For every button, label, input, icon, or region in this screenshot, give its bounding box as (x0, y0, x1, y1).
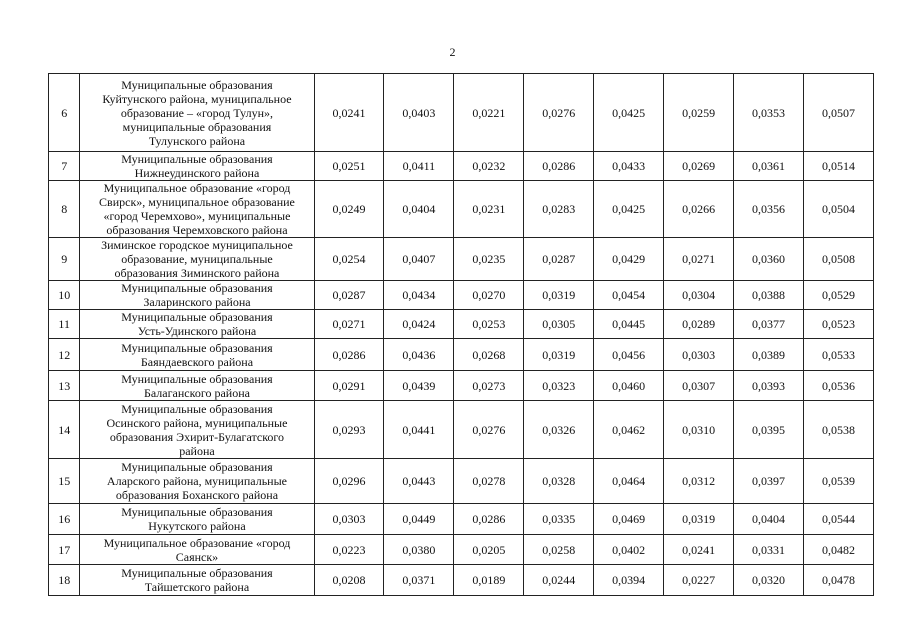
value-cell: 0,0478 (803, 565, 873, 596)
value-cell: 0,0460 (594, 371, 664, 401)
value-cell: 0,0326 (524, 401, 594, 459)
value-cell: 0,0251 (314, 152, 384, 181)
table-row (49, 504, 874, 535)
value-cell: 0,0514 (803, 152, 873, 181)
value-cell: 0,0371 (384, 565, 454, 596)
value-cell: 0,0449 (384, 504, 454, 535)
table-row (49, 371, 874, 401)
value-cell: 0,0436 (384, 339, 454, 371)
municipality-name: Муниципальные образования Нукутского района (80, 504, 314, 535)
value-cell: 0,0291 (314, 371, 384, 401)
municipality-name: Муниципальные образования Усть-Удинского района (80, 310, 314, 339)
value-cell: 0,0271 (664, 238, 734, 281)
table-row (49, 281, 874, 310)
value-cell: 0,0482 (803, 535, 873, 565)
value-cell: 0,0454 (594, 281, 664, 310)
value-cell: 0,0434 (384, 281, 454, 310)
value-cell: 0,0395 (734, 401, 804, 459)
value-cell: 0,0296 (314, 459, 384, 504)
row-number: 13 (49, 371, 80, 401)
value-cell: 0,0258 (524, 535, 594, 565)
value-cell: 0,0388 (734, 281, 804, 310)
value-cell: 0,0425 (594, 74, 664, 152)
value-cell: 0,0335 (524, 504, 594, 535)
row-number: 16 (49, 504, 80, 535)
municipality-name: Муниципальные образования Куйтунского района, муниципальное образование – «город Тулун», муниципальные образования Тулунского района (80, 74, 314, 152)
value-cell: 0,0319 (524, 281, 594, 310)
value-cell: 0,0221 (454, 74, 524, 152)
value-cell: 0,0469 (594, 504, 664, 535)
value-cell: 0,0508 (803, 238, 873, 281)
value-cell: 0,0404 (384, 181, 454, 238)
value-cell: 0,0331 (734, 535, 804, 565)
value-cell: 0,0268 (454, 339, 524, 371)
value-cell: 0,0287 (524, 238, 594, 281)
table-body (49, 74, 874, 596)
value-cell: 0,0307 (664, 371, 734, 401)
value-cell: 0,0320 (734, 565, 804, 596)
row-number: 14 (49, 401, 80, 459)
value-cell: 0,0270 (454, 281, 524, 310)
value-cell: 0,0276 (524, 74, 594, 152)
table-row (49, 535, 874, 565)
row-number: 12 (49, 339, 80, 371)
value-cell: 0,0287 (314, 281, 384, 310)
municipality-name: Муниципальные образования Заларинского района (80, 281, 314, 310)
municipality-name: Муниципальное образование «город Свирск», муниципальное образование «город Черемхово», муниципальные образования Черемховского района (80, 181, 314, 238)
value-cell: 0,0361 (734, 152, 804, 181)
value-cell: 0,0271 (314, 310, 384, 339)
value-cell: 0,0404 (734, 504, 804, 535)
value-cell: 0,0445 (594, 310, 664, 339)
value-cell: 0,0544 (803, 504, 873, 535)
value-cell: 0,0425 (594, 181, 664, 238)
value-cell: 0,0328 (524, 459, 594, 504)
municipality-name: Муниципальные образования Нижнеудинского района (80, 152, 314, 181)
value-cell: 0,0402 (594, 535, 664, 565)
value-cell: 0,0223 (314, 535, 384, 565)
value-cell: 0,0310 (664, 401, 734, 459)
value-cell: 0,0205 (454, 535, 524, 565)
value-cell: 0,0456 (594, 339, 664, 371)
data-table (48, 73, 874, 596)
value-cell: 0,0407 (384, 238, 454, 281)
row-number: 9 (49, 238, 80, 281)
value-cell: 0,0523 (803, 310, 873, 339)
row-number: 18 (49, 565, 80, 596)
table-row (49, 310, 874, 339)
value-cell: 0,0533 (803, 339, 873, 371)
value-cell: 0,0231 (454, 181, 524, 238)
value-cell: 0,0293 (314, 401, 384, 459)
value-cell: 0,0276 (454, 401, 524, 459)
table-row (49, 565, 874, 596)
table-row (49, 401, 874, 459)
value-cell: 0,0433 (594, 152, 664, 181)
municipality-name: Муниципальные образования Осинского района, муниципальные образования Эхирит-Булагатского района (80, 401, 314, 459)
value-cell: 0,0232 (454, 152, 524, 181)
value-cell: 0,0269 (664, 152, 734, 181)
municipality-name: Муниципальные образования Балаганского района (80, 371, 314, 401)
value-cell: 0,0273 (454, 371, 524, 401)
value-cell: 0,0441 (384, 401, 454, 459)
value-cell: 0,0266 (664, 181, 734, 238)
value-cell: 0,0227 (664, 565, 734, 596)
municipality-name: Муниципальные образования Аларского района, муниципальные образования Боханского района (80, 459, 314, 504)
page-number: 2 (449, 45, 456, 59)
value-cell: 0,0289 (664, 310, 734, 339)
value-cell: 0,0249 (314, 181, 384, 238)
value-cell: 0,0189 (454, 565, 524, 596)
value-cell: 0,0323 (524, 371, 594, 401)
value-cell: 0,0394 (594, 565, 664, 596)
value-cell: 0,0253 (454, 310, 524, 339)
value-cell: 0,0536 (803, 371, 873, 401)
municipality-name: Зиминское городское муниципальное образование, муниципальные образования Зиминского района (80, 238, 314, 281)
value-cell: 0,0356 (734, 181, 804, 238)
table-row (49, 339, 874, 371)
row-number: 11 (49, 310, 80, 339)
row-number: 10 (49, 281, 80, 310)
municipality-name: Муниципальные образования Тайшетского района (80, 565, 314, 596)
value-cell: 0,0380 (384, 535, 454, 565)
value-cell: 0,0504 (803, 181, 873, 238)
value-cell: 0,0507 (803, 74, 873, 152)
value-cell: 0,0241 (314, 74, 384, 152)
value-cell: 0,0397 (734, 459, 804, 504)
table-row (49, 238, 874, 281)
value-cell: 0,0539 (803, 459, 873, 504)
value-cell: 0,0304 (664, 281, 734, 310)
value-cell: 0,0303 (314, 504, 384, 535)
row-number: 7 (49, 152, 80, 181)
table-row (49, 459, 874, 504)
row-number: 17 (49, 535, 80, 565)
value-cell: 0,0429 (594, 238, 664, 281)
value-cell: 0,0439 (384, 371, 454, 401)
table-row (49, 152, 874, 181)
row-number: 15 (49, 459, 80, 504)
value-cell: 0,0286 (524, 152, 594, 181)
value-cell: 0,0424 (384, 310, 454, 339)
value-cell: 0,0529 (803, 281, 873, 310)
value-cell: 0,0464 (594, 459, 664, 504)
value-cell: 0,0538 (803, 401, 873, 459)
value-cell: 0,0259 (664, 74, 734, 152)
value-cell: 0,0305 (524, 310, 594, 339)
value-cell: 0,0278 (454, 459, 524, 504)
table-row (49, 74, 874, 152)
value-cell: 0,0403 (384, 74, 454, 152)
table-row (49, 181, 874, 238)
value-cell: 0,0286 (314, 339, 384, 371)
value-cell: 0,0393 (734, 371, 804, 401)
row-number: 8 (49, 181, 80, 238)
row-number: 6 (49, 74, 80, 152)
value-cell: 0,0312 (664, 459, 734, 504)
value-cell: 0,0244 (524, 565, 594, 596)
value-cell: 0,0353 (734, 74, 804, 152)
value-cell: 0,0235 (454, 238, 524, 281)
municipality-name: Муниципальные образования Баяндаевского района (80, 339, 314, 371)
value-cell: 0,0319 (664, 504, 734, 535)
value-cell: 0,0443 (384, 459, 454, 504)
value-cell: 0,0462 (594, 401, 664, 459)
value-cell: 0,0411 (384, 152, 454, 181)
value-cell: 0,0360 (734, 238, 804, 281)
value-cell: 0,0286 (454, 504, 524, 535)
municipality-name: Муниципальное образование «город Саянск» (80, 535, 314, 565)
value-cell: 0,0303 (664, 339, 734, 371)
value-cell: 0,0208 (314, 565, 384, 596)
value-cell: 0,0254 (314, 238, 384, 281)
value-cell: 0,0283 (524, 181, 594, 238)
value-cell: 0,0377 (734, 310, 804, 339)
value-cell: 0,0389 (734, 339, 804, 371)
value-cell: 0,0319 (524, 339, 594, 371)
value-cell: 0,0241 (664, 535, 734, 565)
